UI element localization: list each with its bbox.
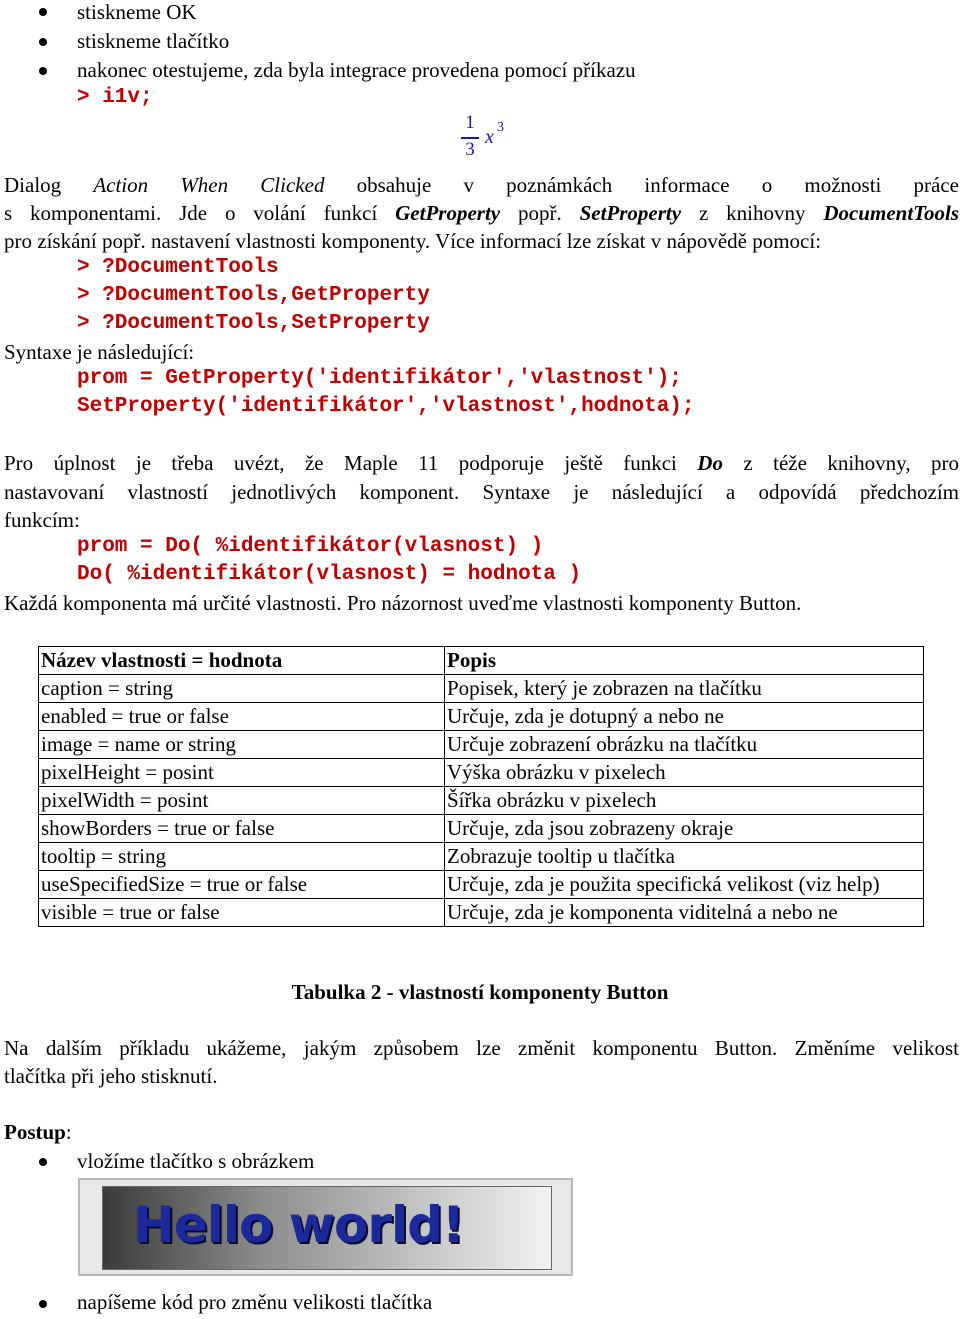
table-row [39,871,924,899]
function-name: GetProperty [395,201,501,225]
description-cell: Výška obrázku v pixelech [445,759,924,787]
paragraph-line [4,173,959,198]
description-cell: Určuje, zda je použita specifická velikost (viz help) [445,871,924,899]
bullet-dot [39,1300,47,1308]
list-item: stiskneme tlačítko [77,29,230,53]
bullet-dot [39,8,47,16]
paragraph-line: Každá komponenta má určité vlastnosti. Pro názornost uveďme vlastnosti komponenty Button. [4,591,802,615]
do-code: prom = Do( %identifikátor(vlasnost) ) [77,535,544,558]
library-name: DocumentTools [823,201,960,225]
paragraph-line: tlačítka při jeho stisknutí. [4,1064,218,1088]
list-item: nakonec otestujeme, zda byla integrace provedena pomocí příkazu [77,58,636,82]
table-row [39,675,924,703]
description-cell: Popisek, který je zobrazen na tlačítku [445,675,924,703]
bullet-dot [39,38,47,46]
property-cell: caption = string [39,675,445,703]
help-command: > ?DocumentTools [77,256,279,279]
description-cell: Šířka obrázku v pixelech [445,787,924,815]
syntax-code: prom = GetProperty('identifikátor','vlastnost'); [77,367,682,390]
description-cell: Určuje zobrazení obrázku na tlačítku [445,731,924,759]
paragraph-line [4,201,959,226]
property-cell: useSpecifiedSize = true or false [39,871,445,899]
description-cell: Popis [445,647,924,675]
paragraph-line: pro získání popř. nastavení vlastnosti komponenty. Více informací lze získat v nápovědě pomocí: [4,229,822,253]
math-output [460,112,520,164]
property-cell: visible = true or false [39,899,445,927]
property-cell: image = name or string [39,731,445,759]
postup-colon: : [65,1120,72,1144]
text-span: obsahuje v poznámkách informace o možnosti práce [356,173,959,197]
description-cell: Zobrazuje tooltip u tlačítka [445,843,924,871]
text-span: z knihovny [698,201,806,225]
fraction-numerator: 1 [465,112,475,133]
list-item: stiskneme OK [77,0,197,24]
function-name: SetProperty [579,201,682,225]
help-command: > ?DocumentTools,SetProperty [77,312,430,335]
bullet-dot [39,1158,47,1166]
paragraph-line: Na dalším příkladu ukážeme, jakým způsobem lze změnit komponentu Button. Změníme velikost [4,1036,959,1060]
hello-world-button-image [78,1178,573,1276]
property-cell: tooltip = string [39,843,445,871]
italic-term: Action When Clicked [93,173,325,197]
text-span: Dialog [4,173,62,197]
table-row [39,899,924,927]
math-variable: x [485,126,494,148]
properties-table [38,646,924,927]
table-header-row [39,647,924,675]
table-caption: Tabulka 2 - vlastností komponenty Button [291,980,669,1004]
property-cell: pixelHeight = posint [39,759,445,787]
property-cell: enabled = true or false [39,703,445,731]
maple-command: > i1v; [77,86,153,109]
syntax-code: SetProperty('identifikátor','vlastnost',hodnota); [77,395,695,418]
paragraph-line: nastavovaní vlastností jednotlivých komponent. Syntaxe je následující a odpovídá předchozím [4,480,959,504]
description-cell: Určuje, zda je dotupný a nebo ne [445,703,924,731]
text-span: popř. [517,201,562,225]
table-row [39,815,924,843]
postup-label: Postup [4,1120,66,1144]
description-cell: Určuje, zda je komponenta viditelná a nebo ne [445,899,924,927]
table-row [39,731,924,759]
do-code: Do( %identifikátor(vlasnost) = hodnota ) [77,563,582,586]
help-command: > ?DocumentTools,GetProperty [77,284,430,307]
function-name: Do [697,451,723,475]
syntax-label: Syntaxe je následující: [4,340,195,364]
table-row [39,787,924,815]
math-exponent: 3 [497,120,504,135]
text-span: z téže knihovny, pro [743,451,959,475]
button-gradient [102,1186,552,1270]
property-cell: showBorders = true or false [39,815,445,843]
button-label: Hello world! [133,1196,464,1254]
table-row [39,759,924,787]
fraction-denominator: 3 [465,139,475,160]
property-cell: pixelWidth = posint [39,787,445,815]
table-row [39,703,924,731]
paragraph-line [4,451,959,476]
list-item: vložíme tlačítko s obrázkem [77,1149,315,1173]
list-item: napíšeme kód pro změnu velikosti tlačítka [77,1290,433,1314]
text-span: Pro úplnost je třeba uvézt, že Maple 11 podporuje ještě funkci [4,451,677,475]
paragraph-line: funkcím: [4,508,80,532]
postup-heading [4,1120,72,1145]
bullet-dot [39,67,47,75]
description-cell: Určuje, zda jsou zobrazeny okraje [445,815,924,843]
text-span: s komponentami. Jde o volání funkcí [4,201,378,225]
property-cell: Název vlastnosti = hodnota [39,647,445,675]
table-row [39,843,924,871]
